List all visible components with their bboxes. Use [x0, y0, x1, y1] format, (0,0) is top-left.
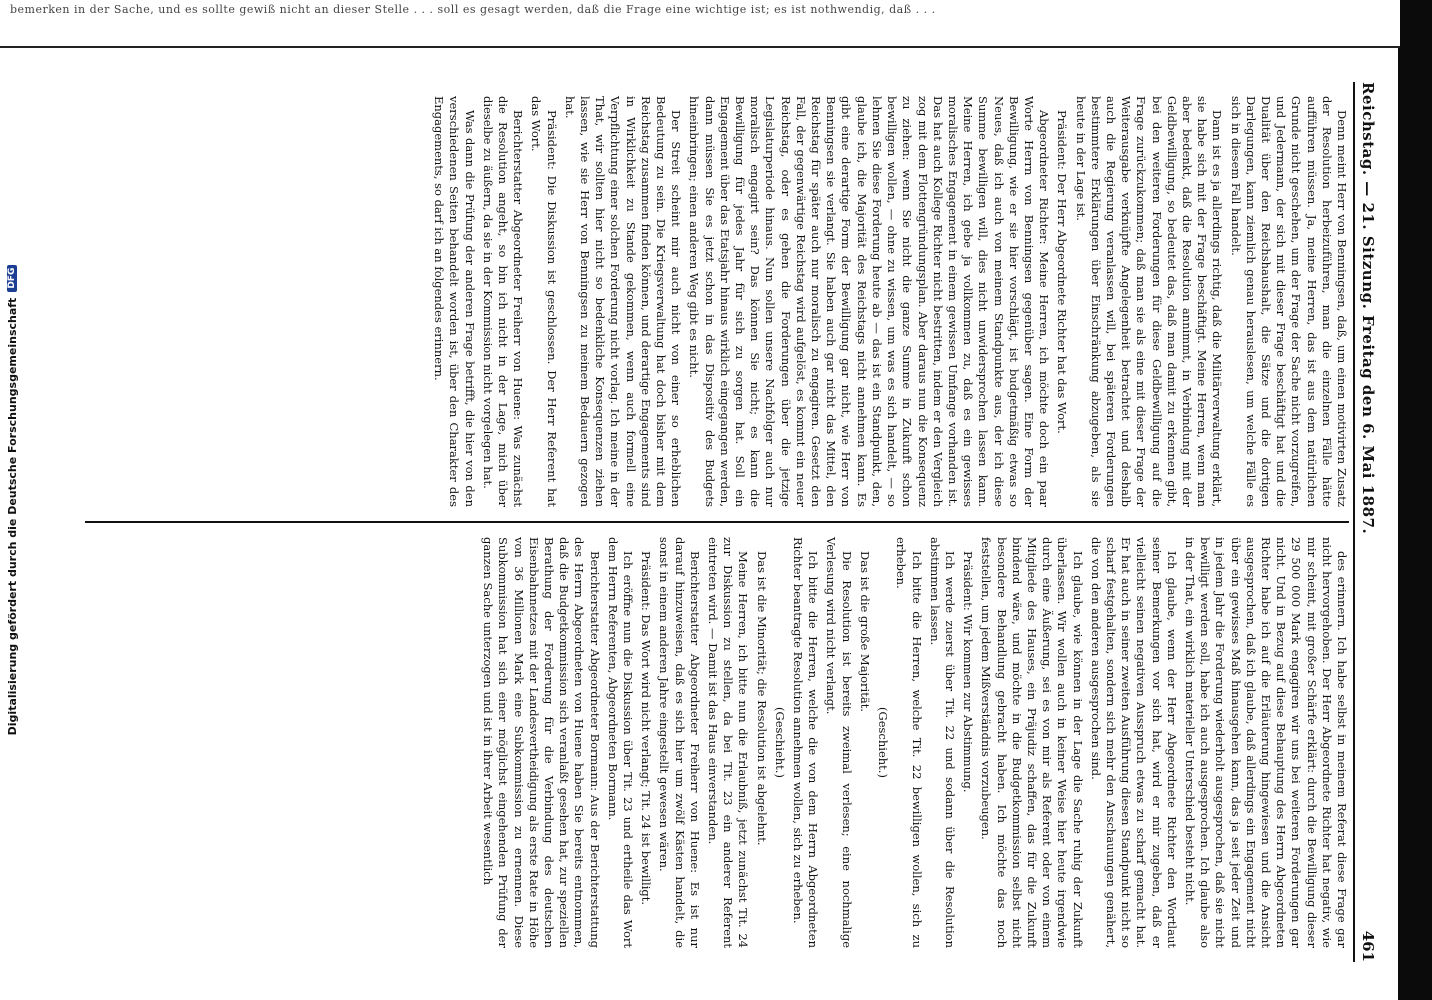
stage-direction: (Geschieht.) [876, 707, 891, 778]
footer-credit-text: Digitalisierung gefördert durch die Deutsche Forschungsgemeinschaft [5, 297, 19, 736]
facing-page-edge [0, 0, 1400, 48]
dfg-logo-icon: DFG [7, 265, 17, 292]
paragraph: Das ist die große Majorität. [857, 551, 872, 712]
paragraph: Dann ist es ja allerdings richtig, daß die Militärverwaltung erklärt, sie habe sich mit der Frage beschäftigt. Meine Herren, wenn man aber bedenkt, daß die Resolution annimmt, in Verbindung mit der Geldbewilligung, so bedeutet das, daß man damit zu erkennen gibt, bei den weiteren Forderungen für diese Geldbewilligung auf die Frage zurückzukommen; daß man sie als eine mit dieser Frage der Weiterausgabe verknüpfte Angelegenheit betrachtet und deshalb auch die Regierung veranlassen will, bei späteren Forderungen bestimmtere Erklärungen über Einschränkung abzugeben, als sie heute in der Lage ist. [1073, 96, 1225, 507]
paragraph: Ich bitte die Herren, welche die von dem Herrn Abgeordneten Richter beantragte Resolution annehmen wollen, sich zu erheben. [791, 537, 821, 948]
speaker-line: Berichterstatter Abgeordneter Bormann: Aus der Berichterstattung des Herrn Abgeordneten von Huene haben Sie bereits entnommen, daß die Budgetkommission sich veranlaßt gesehen hat, zur speziellen Berathung der Forderung für die Verbindung des deutschen Eisenbahnnetzes mit der Landesvertheidigung als erste Rate in Höhe von 36 Millionen Mark eine Subkommission zu ernennen. Diese Subkommission hat sich einer möglichst eingehenden Prüfung der ganzen Sache unterzogen und ist in ihrer Arbeit wesentlich [481, 537, 602, 948]
stage-direction: (Geschieht.) [772, 707, 787, 778]
page-content [65, 52, 1395, 992]
paragraph: Das ist die Minorität; die Resolution ist abgelehnt. [754, 551, 769, 846]
running-header [1353, 82, 1387, 962]
paragraph: Ich glaube, wie können in der Lage die Sache ruhig der Zukunft überlassen. Wir wollen auch in keiner Weise hier heute irgendwie durch eine Äußerung, sei es von mir als Referent oder von einem Mitgliede des Hauses, ein Präjudiz schaffen, das für die Zukunft bindend wäre, und möchte in die Budgetkommission selbst nicht besondere Behandlung gebracht haben. Ich möchte das noch feststellen, um jedem Mißverständnis vorzubeugen. [979, 537, 1085, 948]
speaker-line: Präsident: Das Wort wird nicht verlangt; Tit. 24 ist bewilligt. [639, 551, 654, 906]
header-title: Reichstag. — 21. Sitzung. Freitag den 6. Mai 1887. [1359, 82, 1377, 535]
paragraph: Die Resolution ist bereits zweimal verlesen; eine nochmalige Verlesung wird nicht verlangt. [824, 537, 854, 948]
paragraph: Ich glaube, wenn der Herr Abgeordnete Richter den Wortlaut seiner Bemerkungen vor sich hat, wird er mir zugeben, daß er vielleicht seinen negativen Ausspruch etwas zu scharf gemacht hat. Er hat auch in seiner zweiten Ausführung diesen Standpunkt nicht so scharf festgehalten, sondern sich mehr den Anschauungen genähert, die von den anderen ausgesprochen sind. [1088, 537, 1179, 948]
scanner-background [1398, 0, 1432, 1000]
right-column [85, 523, 1349, 962]
paragraph: des erinnern. Ich habe selbst in meinem Referat diese Frage gar nicht hervorgehoben. Der Herr Abgeordnete Richter hat negativ, wie mir scheint, mit großer Schärfe erklärt: durch die Bewilligung dieser 29 500 000 Mark engagiren wir uns bei weiteren Forderungen gar nicht. Und in Bezug auf diese Behauptung des Herrn Abgeordneten Richter habe ich auf die Erläuterung hingewiesen und die Ansicht ausgesprochen, daß ich glaube, daß allerdings ein Engagement nicht über ein gewisses Maß hinausgehen kann, das ja seit jeder Zeit und in jedem Jahr die Forderung wiederholt ausgesprochen, daß sie nicht bewilligt werden soll, habe ich auch ausgesprochen. Ich glaube also in der That, ein wirklich materieller Unterschied besteht nicht. [1182, 537, 1349, 948]
scanned-page [60, 52, 1400, 992]
paragraph: Ich werde zuerst über Tit. 22 und sodann über die Resolution abstimmen lassen. [927, 537, 957, 948]
paragraph: Abgeordneter Richter: Meine Herren, ich möchte doch ein paar Worte Herrn von Benningsen gegenüber sagen. Eine Form der Bewilligung, wie er sie hier vorschlägt, ist budgetmäßig etwas so Neues, daß ich auch von meinem Standpunkte aus, der ich diese Summe bewilligen will, dies nicht unwidersprochen lassen kann. Meine Herren, ich gebe ja vollkommen zu, daß es ein gewisses moralisches Engagement in einem gewissen Umfange vorhanden ist. Das hat auch Kollege Richter nicht bestritten, indem er den Vergleich zog mit dem Flottengründungsplan. Aber daraus nun die Konsequenz zu ziehen: wenn Sie nicht die ganze Summe in Zukunft schon bewilligen wollen, — ohne zu wissen, um was es sich handelt, — so lehnen Sie diese Forderung heute ab — das ist ein Standpunkt, den, glaube ich, die Majorität des Reichstags nicht annehmen kann. Es gibt eine derartige Form der Bewilligung gar nicht, wie Herr von Benningsen sie verlangt. Sie haben auch gar nicht das Mittel, den Reichstag für später auch nur moralisch zu engagiren. Gesetzt den Fall, der gegenwärtige Reichstag wird aufgelöst, es kommt ein neuer Reichstag, oder es gehen die Forderungen über die jetzige Legislaturperiode hinaus. Nun sollen unsere Nachfolger auch nur moralisch engagirt sein? Das können Sie nicht; es kann die Bewilligung für jedes Jahr für sich zu sorgen hat. Soll ein Engagement über das Etatsjahr hinaus wirklich eingegangen werden, dann müssen Sie es jetzt schon in das Dispositiv des Budgets hineinbringen; einen anderen Weg gibt es nicht. [687, 96, 1052, 507]
facing-page-text: bemerken in der Sache, und es sollte gewiß nicht an dieser Stelle . . . soll es gesagt werden, daß die Frage eine wichtige ist; es ist nothwendig, daß . . . [10, 3, 936, 16]
footer-credit [2, 10, 22, 990]
digitization-footer [0, 0, 22, 1000]
text-columns [85, 82, 1349, 962]
paragraph: Ich eröffne nun die Diskussion über Tit. 23 und ertheile das Wort dem Herrn Referenten, Abgeordneten Bormann. [605, 537, 636, 948]
paragraph: Berichterstatter Abgeordneter Freiherr von Huene: Was zunächst die Resolution angeht, so bin ich nicht in der Lage, mich über dieselbe zu äußern, da sie in der Kommission nicht vorgelegen hat. [480, 96, 526, 507]
page-number: 461 [1359, 930, 1377, 962]
paragraph: Was dann die Prüfung der anderen Frage betrifft, die hier von den verschiedenen Seiten behandelt worden ist, über den Charakter des Engagements, so darf ich an folgendes erinnern. [432, 96, 477, 507]
speaker-line: Präsident: Wir kommen zur Abstimmung. [961, 551, 976, 793]
paragraph: Denn meint Herr von Benningsen, daß, um einen motivirten Zusatz der Resolution herbeizuführen, man die einzelnen Fälle hätte aufführen müssen. Ja, meine Herren, das ist aus dem natürlichen Grunde nicht geschehen, um der Frage der Sache nicht vorzugreifen, und Jedermann, der sich mit dieser Frage beschäftigt hat und die Dualität über den Reichshaushalt, die Sätze und die dortigen Darlegungen, kann ziemlich genau herauslesen, um welche Fälle es sich in diesem Fall handelt. [1228, 96, 1349, 507]
paragraph: Der Streit scheint mir auch nicht von einer so erheblichen Bedeutung zu sein. Die Kriegsverwaltung hat doch bisher mit dem Reichstag zusammen finden können, und derartige Engagements sind in Wirklichkeit zu Stande gekommen, wenn auch formell eine Verpflichtung einer solchen Forderung nicht vorlag. Ich meine in der That, wir sollten hier nicht so bedenkliche Konsequenzen ziehen lassen, wie sie Herr von Benningsen zu meinem Bedauern gezogen hat. [562, 96, 684, 507]
speaker-line: Berichterstatter Abgeordneter Freiherr von Huene: Es ist nur darauf hinzuweisen, daß es sich hier um zwölf Kästen handelt, die sonst in einem anderen Jahre eingestellt gewesen wären. [657, 537, 702, 948]
speaker-line: Präsident: Der Herr Abgeordnete Richter hat das Wort. [1055, 110, 1070, 434]
paragraph: Meine Herren, ich bitte nun die Erlaubniß, jetzt zunächst Tit. 24 zur Diskussion zu stellen, da bei Tit. 23 ein anderer Referent eintreten wird. — Damit ist das Haus einverstanden. [706, 537, 751, 948]
speaker-line: Präsident: Die Diskussion ist geschlossen. Der Herr Referent hat das Wort. [529, 96, 559, 507]
left-column [85, 82, 1349, 521]
paragraph: Ich bitte die Herren, welche Tit. 22 bewilligen wollen, sich zu erheben. [894, 537, 924, 948]
